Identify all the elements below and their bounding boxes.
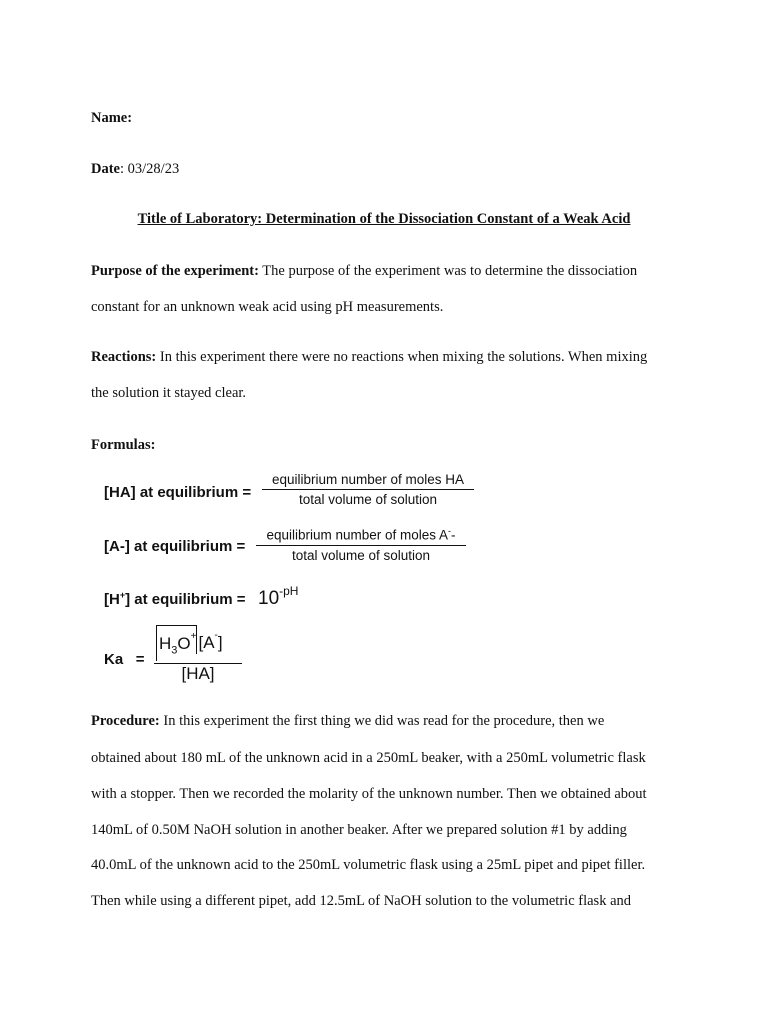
h-value: $10^{-pH}$: [258, 584, 299, 609]
ha-numerator: equilibrium number of moles HA: [262, 472, 474, 490]
ka-numerator: $H_3O^+$ [A-]: [154, 625, 242, 664]
date-line: [91, 161, 179, 178]
reactions-text-1: In this experiment there were no reactions when mixing the solutions. When mixing: [156, 349, 648, 365]
procedure-line-4: 140mL of 0.50M NaOH solution in another beaker. After we prepared solution #1 by adding: [91, 822, 627, 838]
name-line: [91, 110, 132, 127]
date-value: : 03/28/23: [120, 161, 180, 177]
ka-denominator: [HA]: [181, 664, 215, 684]
a-equilibrium-label: [A-] at equilibrium =: [104, 538, 246, 555]
ka-fraction: [154, 625, 242, 684]
ha-denominator: total volume of solution: [298, 492, 438, 507]
ha-fraction: [262, 472, 474, 507]
procedure-text-1: In this experiment the first thing we did was read for the procedure, then we: [159, 713, 605, 729]
ha-equilibrium-label: [HA] at equilibrium =: [104, 484, 252, 501]
procedure-line-1: [91, 713, 604, 730]
procedure-label: Procedure:: [91, 713, 160, 729]
h-equilibrium-label: [H+] at equilibrium =: [104, 590, 246, 608]
procedure-line-6: Then while using a different pipet, add 12.5mL of NaOH solution to the volumetric flask and: [91, 893, 632, 909]
a-denominator: total volume of solution: [291, 547, 431, 563]
purpose-line-1: [91, 263, 637, 280]
purpose-label: Purpose of the experiment:: [91, 263, 259, 279]
procedure-line-5: 40.0mL of the unknown acid to the 250mL volumetric flask using a 25mL pipet and pipet filler.: [91, 857, 646, 873]
reactions-line-1: [91, 349, 647, 366]
formulas-image: [100, 465, 480, 685]
reactions-label: Reactions:: [91, 349, 157, 365]
procedure-line-2: obtained about 180 mL of the unknown acid in a 250mL beaker, with a 250mL volumetric flask: [91, 750, 646, 766]
lab-title: Title of Laboratory: Determination of the Dissociation Constant of a Weak Acid: [137, 211, 631, 227]
procedure-line-3: with a stopper. Then we recorded the molarity of the unknown number. Then we obtained about: [91, 786, 647, 802]
reactions-line-2: the solution it stayed clear.: [91, 385, 247, 401]
purpose-line-2: constant for an unknown weak acid using pH measurements.: [91, 299, 444, 315]
a-numerator: equilibrium number of moles A--: [256, 526, 466, 546]
date-label: Date: [91, 161, 120, 177]
a-fraction: [256, 526, 466, 563]
name-label: Name:: [91, 110, 133, 126]
purpose-text-1: The purpose of the experiment was to determine the dissociation: [258, 263, 638, 279]
formulas-label: Formulas:: [91, 437, 156, 453]
ka-label: Ka =: [104, 651, 145, 668]
